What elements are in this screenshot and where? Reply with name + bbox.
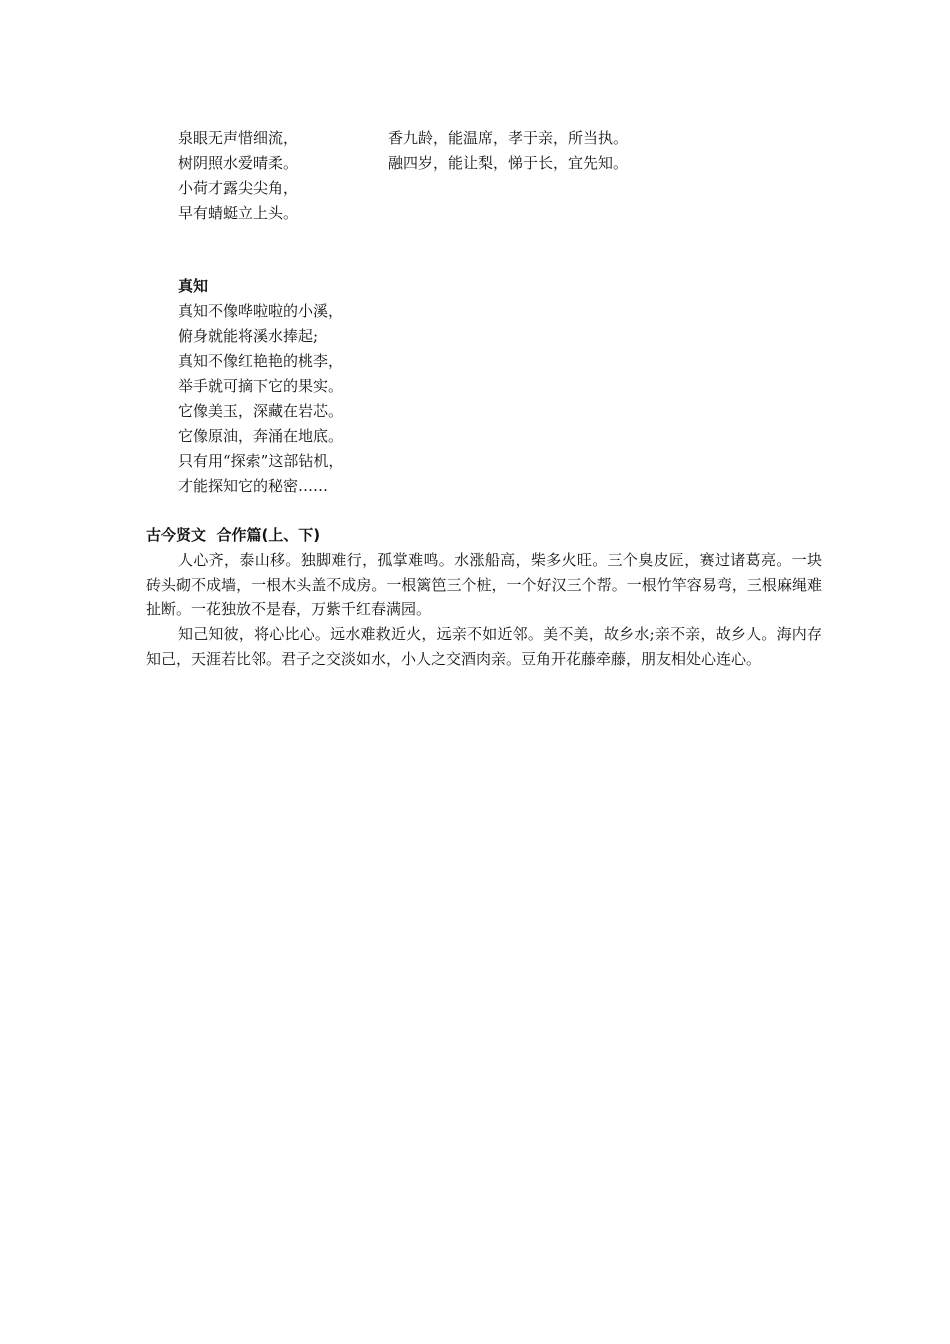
zhenzhi-line-5: 它像美玉，深藏在岩芯。 bbox=[178, 402, 344, 420]
poem-left-line-1: 泉眼无声惜细流， bbox=[178, 129, 299, 147]
zhenzhi-line-1: 真知不像哗啦啦的小溪， bbox=[178, 302, 344, 320]
zhenzhi-line-2: 俯身就能将溪水捧起; bbox=[178, 327, 319, 345]
poem-right-line-1: 香九龄，能温席，孝于亲，所当执。 bbox=[388, 129, 629, 147]
zhenzhi-line-4: 举手就可摘下它的果实。 bbox=[178, 377, 344, 395]
section-paragraph-1: 人心齐，泰山移。独脚难行，孤掌难鸣。水涨船高，柴多火旺。三个臭皮匠，赛过诸葛亮。一块砖头砌不成墙，一根木头盖不成房。一根篱笆三个桩，一个好汉三个帮。一根竹竿容易弯，三根麻绳难扯断。一花独放不是春，万紫千红春满园。 bbox=[146, 551, 822, 619]
zhenzhi-line-3: 真知不像红艳艳的桃李， bbox=[178, 352, 344, 370]
zhenzhi-line-7: 只有用“探索”这部钻机， bbox=[178, 452, 344, 470]
poem-right-line-2: 融四岁，能让梨，悌于长，宜先知。 bbox=[388, 154, 629, 172]
zhenzhi-line-8: 才能探知它的秘密…… bbox=[178, 477, 329, 495]
zhenzhi-line-6: 它像原油，奔涌在地底。 bbox=[178, 427, 344, 445]
section-paragraph-2: 知己知彼，将心比心。远水难救近火，远亲不如近邻。美不美，故乡水;亲不亲，故乡人。海内存知己，天涯若比邻。君子之交淡如水，小人之交酒肉亲。豆角开花藤牵藤，朋友相处心连心。 bbox=[146, 625, 822, 668]
poem-left-line-3: 小荷才露尖尖角， bbox=[178, 179, 299, 197]
zhenzhi-title: 真知 bbox=[178, 277, 209, 295]
poem-left-line-2: 树阴照水爱晴柔。 bbox=[178, 154, 299, 172]
poem-left-line-4: 早有蜻蜓立上头。 bbox=[178, 204, 299, 222]
section-title: 古今贤文 合作篇(上、下) bbox=[146, 526, 321, 544]
